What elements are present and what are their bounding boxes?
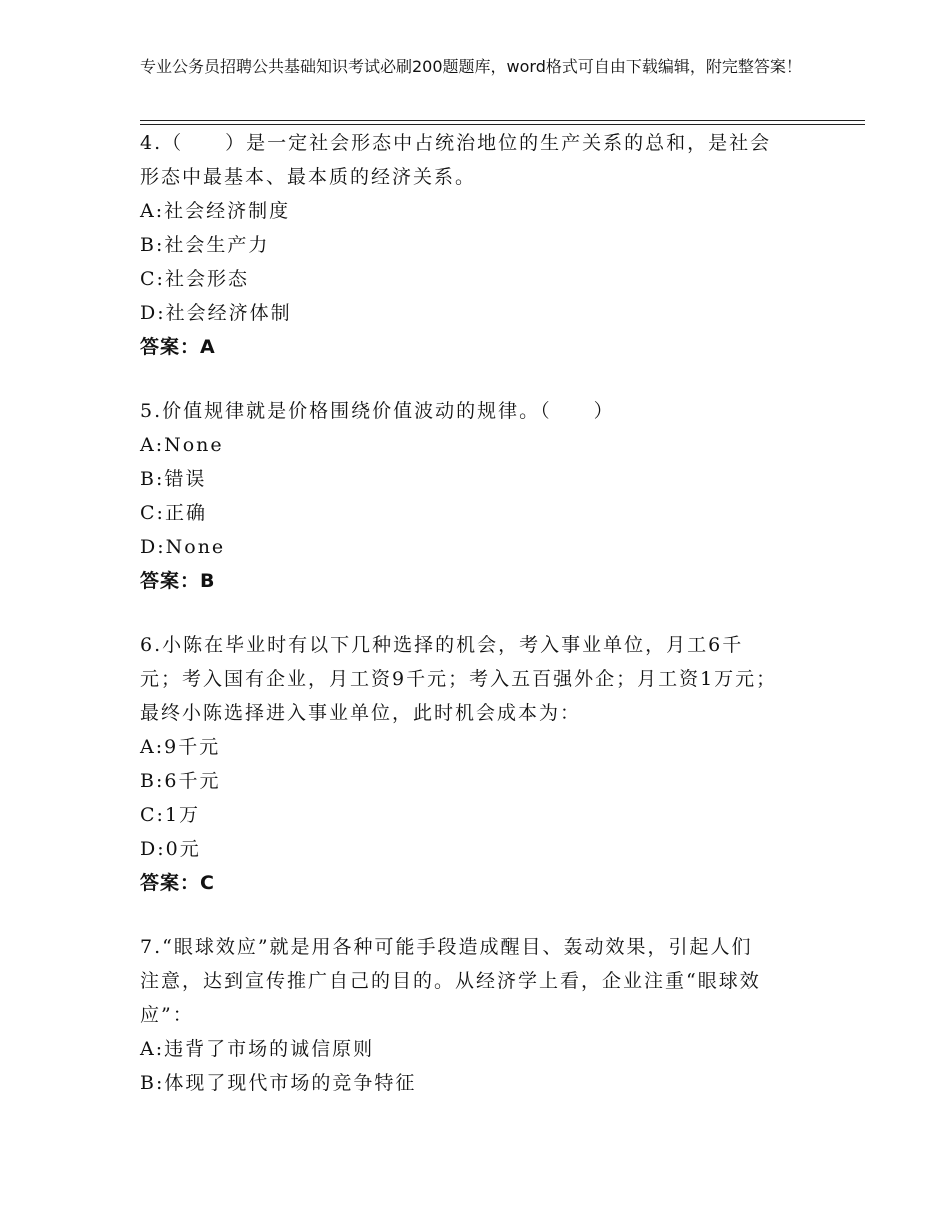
question-5 bbox=[140, 394, 820, 598]
option-c: C:1万 bbox=[140, 804, 201, 826]
question-6 bbox=[140, 628, 820, 900]
option-a: A:社会经济制度 bbox=[140, 200, 291, 222]
question-list bbox=[140, 126, 820, 1130]
answer-label: 答案：C bbox=[140, 872, 215, 894]
question-stem-line: 应”： bbox=[140, 1004, 194, 1026]
question-stem-line: 5.价值规律就是价格围绕价值波动的规律。（ ） bbox=[140, 400, 615, 422]
option-a: A:None bbox=[140, 434, 224, 456]
option-a: A:违背了市场的诚信原则 bbox=[140, 1038, 375, 1060]
question-stem-line: 元；考入国有企业，月工资9千元；考入五百强外企；月工资1万元； bbox=[140, 668, 778, 690]
question-stem-line: 6.小陈在毕业时有以下几种选择的机会，考入事业单位，月工6千 bbox=[140, 634, 744, 656]
header-text: 专业公务员招聘公共基础知识考试必刷200题题库，word格式可自由下载编辑，附完整答案！ bbox=[140, 57, 802, 76]
option-d: D:None bbox=[140, 536, 226, 558]
question-stem-line: 形态中最基本、最本质的经济关系。 bbox=[140, 166, 477, 188]
option-c: C:正确 bbox=[140, 502, 207, 524]
option-b: B:社会生产力 bbox=[140, 234, 270, 256]
option-b: B:体现了现代市场的竞争特征 bbox=[140, 1072, 417, 1094]
question-stem-line: 7.“眼球效应”就是用各种可能手段造成醒目、轰动效果，引起人们 bbox=[140, 936, 753, 958]
option-b: B:6千元 bbox=[140, 770, 221, 792]
option-d: D:0元 bbox=[140, 838, 201, 860]
answer-label: 答案：B bbox=[140, 570, 216, 592]
question-stem-line: 注意，达到宣传推广自己的目的。从经济学上看，企业注重“眼球效 bbox=[140, 970, 761, 992]
question-4 bbox=[140, 126, 820, 364]
question-stem-line: 最终小陈选择进入事业单位，此时机会成本为： bbox=[140, 702, 582, 724]
answer-label: 答案：A bbox=[140, 336, 216, 358]
option-c: C:社会形态 bbox=[140, 268, 249, 290]
question-stem-line: 4.（ ）是一定社会形态中占统治地位的生产关系的总和，是社会 bbox=[140, 132, 772, 154]
page-header bbox=[140, 55, 840, 78]
header-double-rule bbox=[140, 120, 865, 125]
option-a: A:9千元 bbox=[140, 736, 221, 758]
option-d: D:社会经济体制 bbox=[140, 302, 292, 324]
question-7 bbox=[140, 930, 820, 1100]
option-b: B:错误 bbox=[140, 468, 207, 490]
